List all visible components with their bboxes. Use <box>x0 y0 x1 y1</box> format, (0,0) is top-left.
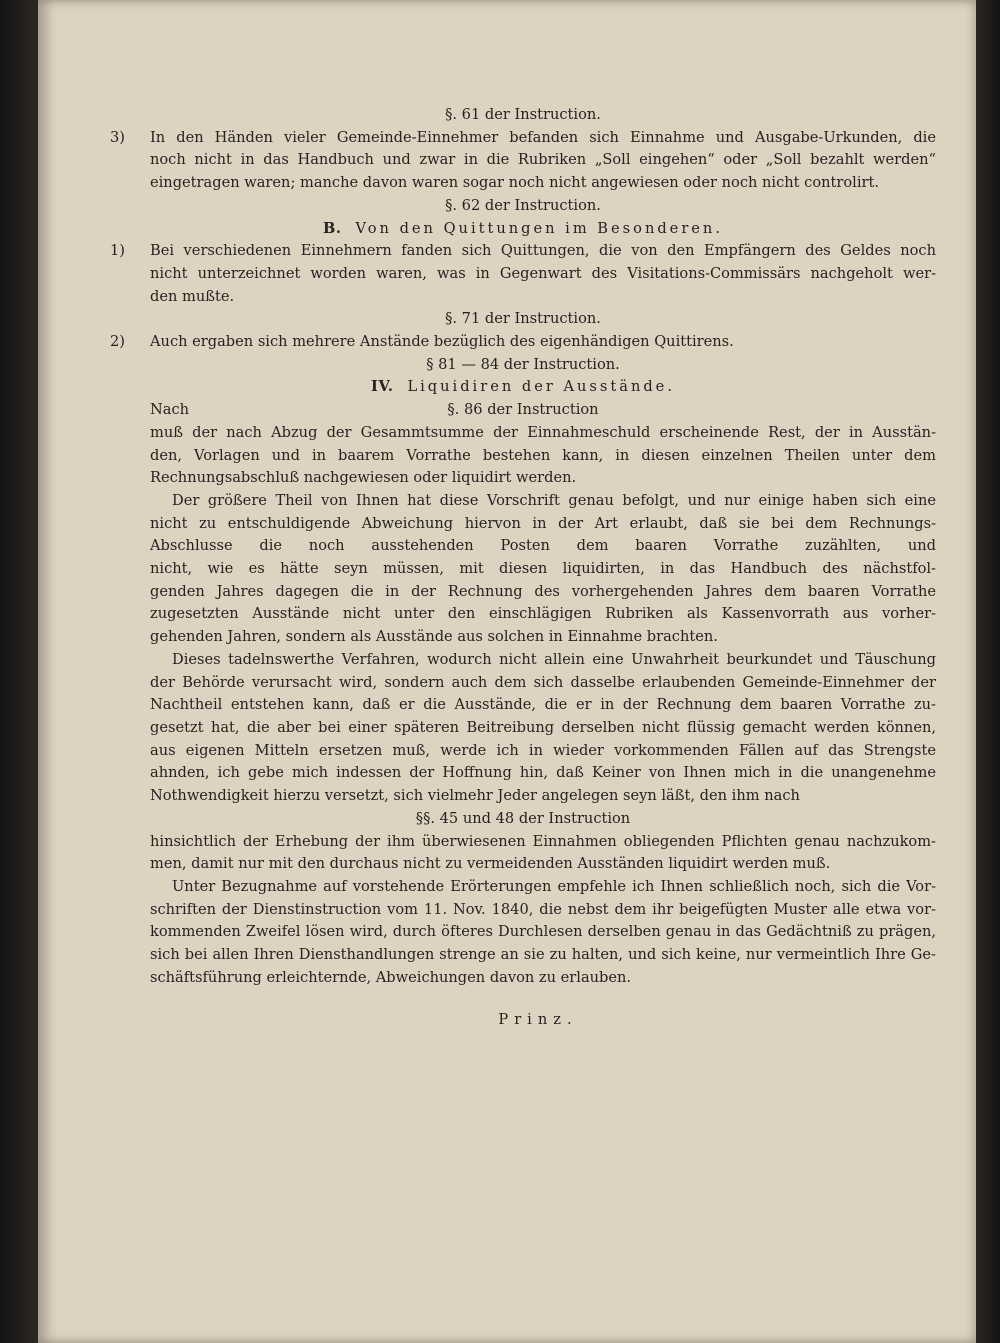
text-line: Unter Bezugnahme auf vorstehende Erörterungen empfehle ich Ihnen schließlich noch, sich die Vor- <box>172 877 936 895</box>
text-line: Dieses tadelnswerthe Verfahren, wodurch nicht allein eine Unwahrheit beurkundet und Täuschung <box>172 650 936 668</box>
text-line: hinsichtlich der Erhebung der ihm überwiesenen Einnahmen obliegenden Pflichten genau nachzukom- <box>150 832 936 850</box>
reference-line: §. 61 der Instruction. <box>445 106 601 123</box>
document-text <box>110 104 936 1032</box>
text-line: nicht unterzeichnet worden waren, was in Gegenwart des Visitations-Commissärs nachgeholt wer- <box>150 264 936 282</box>
text-line: gehenden Jahren, sondern als Ausstände aus solchen in Einnahme brachten. <box>150 628 718 646</box>
text-line: der Behörde verursacht wird, sondern auch dem sich dasselbe erlaubenden Gemeinde-Einnehmer der <box>150 673 936 691</box>
text-line: den, Vorlagen und in baarem Vorrathe bestehen kann, in diesen einzelnen Theilen unter dem <box>150 446 936 464</box>
text-line: Nothwendigkeit hierzu versetzt, sich vielmehr Jeder angelegen seyn läßt, den ihm nach <box>150 787 800 805</box>
text-line: 1) Bei verschiedenen Einnehmern fanden sich Quittungen, die von den Empfängern des Geldes noch <box>110 240 936 263</box>
page-edge-shadow <box>976 0 1000 1343</box>
text-line: Abschlusse die noch ausstehenden Posten dem baaren Vorrathe zuzählten, und <box>150 537 936 555</box>
text-line: men, damit nur mit den durchaus nicht zu vermeidenden Ausständen liquidirt werden muß. <box>150 855 831 873</box>
signature: Prinz. <box>498 1011 578 1029</box>
text-line: den mußte. <box>150 287 235 305</box>
item-number: 2) <box>110 333 125 351</box>
reference-line: § 81 — 84 der Instruction. <box>426 355 620 373</box>
text-line: gesetzt hat, die aber bei einer späteren Beitreibung derselben nicht flüssig gemacht werden können, <box>150 718 936 736</box>
text-line: aus eigenen Mitteln ersetzen muß, werde ich in wieder vorkommenden Fällen auf das Strengste <box>150 741 936 759</box>
section-heading: B. Von den Quittungen im Besonderen. <box>323 219 723 237</box>
reference-line: §. 62 der Instruction. <box>445 196 601 214</box>
text-line: 2) Auch ergaben sich mehrere Anstände bezüglich des eigenhändigen Quittirens. <box>110 331 936 354</box>
book-binding <box>0 0 40 1343</box>
text-line: eingetragen waren; manche davon waren sogar noch nicht angewiesen oder noch nicht controlirt. <box>150 174 879 192</box>
reference-line: §. 71 der Instruction. <box>445 310 601 328</box>
text-line: Rechnungsabschluß nachgewiesen oder liquidirt werden. <box>150 469 577 487</box>
text-line: muß der nach Abzug der Gesammtsumme der Einnahmeschuld erscheinende Rest, der in Ausstän- <box>150 423 936 441</box>
text-line: schäftsführung erleichternde, Abweichungen davon zu erlauben. <box>150 968 632 986</box>
text-line: kommenden Zweifel lösen wird, durch öfteres Durchlesen derselben genau in das Gedächtniß zu prägen, <box>150 923 936 941</box>
item-number: 1) <box>110 242 125 260</box>
reference-line: §§. 45 und 48 der Instruction <box>415 809 631 827</box>
text-line: sich bei allen Ihren Diensthandlungen strenge an sie zu halten, und sich keine, nur vermeintlich Ihre Ge- <box>150 946 936 964</box>
text-line: Nach §. 86 der Instruction <box>110 399 936 422</box>
section-heading: IV. Liquidiren der Ausstände. <box>371 378 675 396</box>
text-line: Nachtheil entstehen kann, daß er die Ausstände, die er in der Rechnung dem baaren Vorrathe zu- <box>150 696 936 714</box>
reference-inline: §. 86 der Instruction <box>447 401 599 419</box>
text-line: noch nicht in das Handbuch und zwar in die Rubriken „Soll eingehen“ oder „Soll bezahlt werden“ <box>150 151 936 169</box>
text-line: nicht zu entschuldigende Abweichung hiervon in der Art erlaubt, daß sie bei dem Rechnungs- <box>150 514 936 532</box>
text-line: 3) In den Händen vieler Gemeinde-Einnehmer befanden sich Einnahme und Ausgabe-Urkunden, die <box>110 127 936 150</box>
text-line: genden Jahres dagegen die in der Rechnung des vorhergehenden Jahres dem baaren Vorrathe <box>150 582 936 600</box>
item-number: 3) <box>110 128 125 146</box>
text-line: Der größere Theil von Ihnen hat diese Vorschrift genau befolgt, und nur einige haben sich eine <box>172 491 936 509</box>
text-line: ahnden, ich gebe mich indessen der Hoffnung hin, daß Keiner von Ihnen mich in die unangenehme <box>150 764 936 782</box>
text-line: schriften der Dienstinstruction vom 11. Nov. 1840, die nebst dem ihr beigefügten Muster alle etwa vor- <box>150 900 936 918</box>
text-line: nicht, wie es hätte seyn müssen, mit diesen liquidirten, in das Handbuch des nächstfol- <box>150 560 936 578</box>
text-line: zugesetzten Ausstände nicht unter den einschlägigen Rubriken als Kassenvorrath aus vorher- <box>150 605 936 623</box>
